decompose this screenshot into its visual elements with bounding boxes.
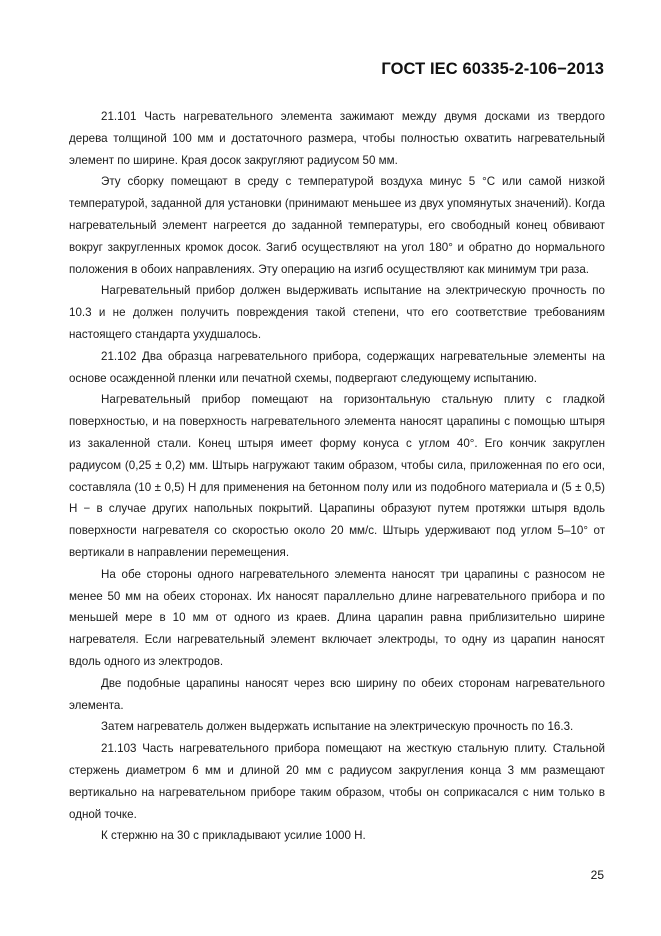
paragraph-electric-strength-16-3: Затем нагреватель должен выдержать испытание на электрическую прочность по 16.3.: [101, 720, 574, 734]
page-number: 25: [590, 868, 604, 882]
paragraph-21-102: 21.102 Два образца нагревательного прибора, содержащих нагревательные элементы на основе осажденной пленки или печатной схемы, подвергают следующему испытанию.: [69, 349, 605, 385]
standard-designation: ГОСТ IEC 60335-2-106−2013: [381, 60, 604, 78]
paragraph-21-101: 21.101 Часть нагревательного элемента зажимают между двумя досками из твердого дерева толщиной 100 мм и достаточного размера, чтобы полностью охватить нагревательный элемент по ширине. Края досок закругляют радиусом 50 мм.: [69, 110, 605, 167]
paragraph-21-103: 21.103 Часть нагревательного прибора помещают на жесткую стальную плиту. Стальной стержень диаметром 6 мм и длиной 20 мм с радиусом закругления конца 3 мм размещают вертикально на нагревательном приборе таким образом, чтобы он соприкасался с ним только в одной точке.: [69, 742, 605, 821]
paragraph-scratch-sides: На обе стороны одного нагревательного элемента наносят три царапины с разносом не менее 50 мм на обеих сторонах. Их наносят параллельно длине нагревательного прибора и по меньшей мере в 10 мм от одного из краев. Длина царапин равна приблизительно ширине нагревателя. Если нагревательный элемент включает электроды, то одну из царапин наносят вдоль одного из электродов.: [69, 567, 605, 668]
paragraph-electric-strength: Нагревательный прибор должен выдерживать испытание на электрическую прочность по 10.3 и не должен получить повреждения такой степени, что его соответствие требованиям настоящего стандарта ухудшалось.: [69, 284, 605, 341]
paragraph-scratch-test: Нагревательный прибор помещают на горизонтальную стальную плиту с гладкой поверхностью, и на поверхность нагревательного элемента наносят царапины с помощью штыря из закаленной стали. Конец штыря имеет форму конуса с углом 40°. Его кончик закруглен радиусом (0,25 ± 0,2) мм. Штырь нагружают таким образом, чтобы сила, приложенная по его оси, составляла (10 ± 0,5) Н для применения на бетонном полу или из подобного материала и (5 ± 0,5) Н − в случае других напольных покрытий. Царапины образуют путем протяжки штыря вдоль поверхности нагревателя со скоростью около 20 мм/с. Штырь удерживают под углом 5–10° от вертикали в направлении перемещения.: [69, 393, 605, 559]
document-body: [69, 106, 605, 847]
paragraph-assembly-cold: Эту сборку помещают в среду с температурой воздуха минус 5 °С или самой низкой температурой, заданной для установки (принимают меньшее из двух упомянутых значений). Когда нагревательный элемент нагреется до заданной температуры, его свободный конец обвивают вокруг закругленных кромок досок. Загиб осуществляют на угол 180° и обратно до нормального положения в обоих направлениях. Эту операцию на изгиб осуществляют как минимум три раза.: [69, 175, 605, 276]
paragraph-two-scratches: Две подобные царапины наносят через всю ширину по обеих сторонам нагревательного элемента.: [69, 676, 605, 712]
paragraph-force: К стержню на 30 с прикладывают усилие 1000 Н.: [101, 829, 366, 843]
